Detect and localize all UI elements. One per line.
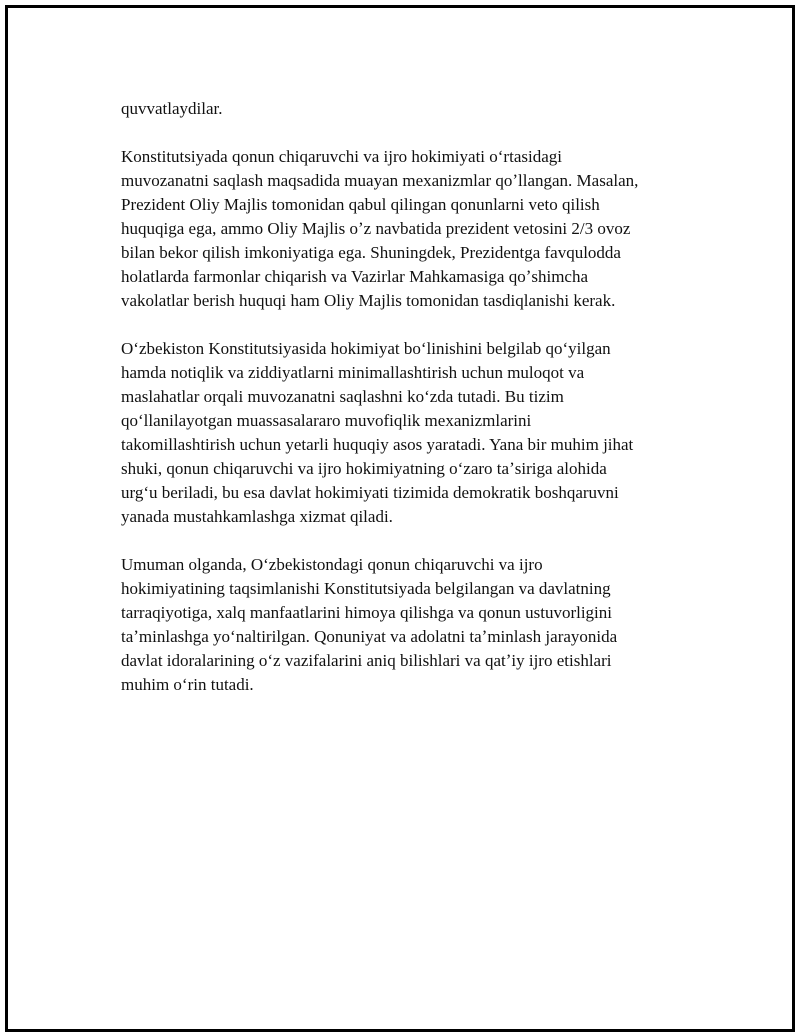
document-body [121,97,711,721]
text-line: muvozanatni saqlash maqsadida muayan mexanizmlar qoʼllangan. Masalan, [121,171,639,190]
text-line: bilan bekor qilish imkoniyatiga ega. Shuningdek, Prezidentga favqulodda [121,243,621,262]
paragraph-2 [121,145,711,313]
text-line: hamda notiqlik va ziddiyatlarni minimallashtirish uchun muloqot va [121,363,585,382]
text-line: holatlarda farmonlar chiqarish va Vazirlar Mahkamasiga qoʼshimcha [121,267,589,286]
paragraph-3 [121,337,711,529]
paragraph-1 [121,97,711,121]
text-line: maslahatlar orqali muvozanatni saqlashni koʻzda tutadi. Bu tizim [121,387,564,406]
text-line: qoʻllanilayotgan muassasalararo muvofiqlik mexanizmlarini [121,411,532,430]
text-line: muhim oʻrin tutadi. [121,675,254,694]
text-line: yanada mustahkamlashga xizmat qiladi. [121,507,393,526]
paragraph-4 [121,553,711,697]
text-line: vakolatlar berish huquqi ham Oliy Majlis tomonidan tasdiqlanishi kerak. [121,291,616,310]
text-line: Umuman olganda, Oʻzbekistondagi qonun chiqaruvchi va ijro [121,555,543,574]
text-line: Oʻzbekiston Konstitutsiyasida hokimiyat boʻlinishini belgilab qoʻyilgan [121,339,611,358]
text-line: huquqiga ega, ammo Oliy Majlis oʼz navbatida prezident vetosini 2/3 ovoz [121,219,631,238]
text-line: Konstitutsiyada qonun chiqaruvchi va ijro hokimiyati oʻrtasidagi [121,147,562,166]
text-line: urgʻu beriladi, bu esa davlat hokimiyati tizimida demokratik boshqaruvni [121,483,619,502]
text-line: hokimiyatining taqsimlanishi Konstitutsiyada belgilangan va davlatning [121,579,611,598]
text-line: quvvatlaydilar. [121,99,223,118]
text-line: davlat idoralarining oʻz vazifalarini aniq bilishlari va qatʼiy ijro etishlari [121,651,612,670]
page-frame [5,5,795,1032]
text-line: takomillashtirish uchun yetarli huquqiy asos yaratadi. Yana bir muhim jihat [121,435,634,454]
text-line: tarraqiyotiga, xalq manfaatlarini himoya qilishga va qonun ustuvorligini [121,603,612,622]
text-line: taʼminlashga yoʻnaltirilgan. Qonuniyat va adolatni taʼminlash jarayonida [121,627,618,646]
text-line: Prezident Oliy Majlis tomonidan qabul qilingan qonunlarni veto qilish [121,195,600,214]
text-line: shuki, qonun chiqaruvchi va ijro hokimiyatning oʻzaro taʼsiriga alohida [121,459,607,478]
